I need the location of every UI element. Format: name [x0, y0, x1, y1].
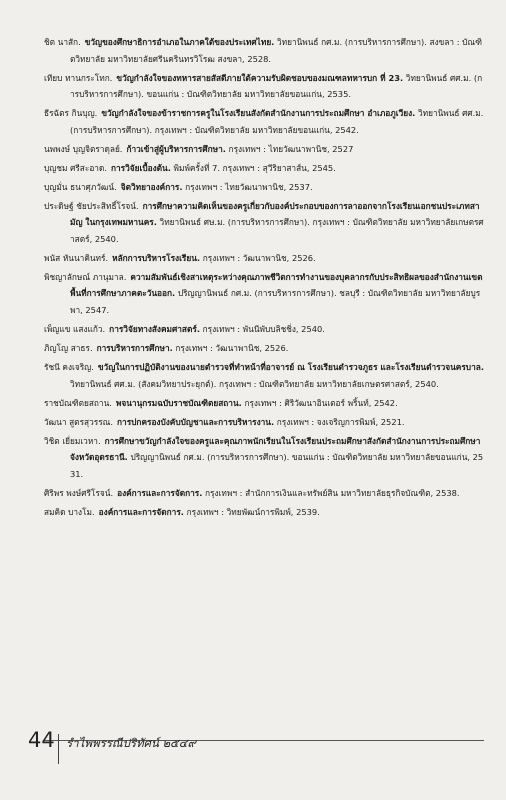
- reference-title: การปกครองบังคับบัญชาและการบริหารงาน.: [117, 416, 275, 427]
- reference-title: ก้าวเข้าสู่ผู้บริหารการศึกษา.: [126, 143, 226, 154]
- reference-entry: [44, 269, 484, 319]
- reference-entry: [44, 141, 484, 158]
- reference-title: องค์การและการจัดการ.: [117, 487, 203, 498]
- reference-title: ขวัญของศึกษาธิการอำเภอในภาคใต้ของประเทศไทย.: [84, 37, 275, 47]
- reference-entry: [44, 433, 484, 483]
- reference-entry: [44, 105, 484, 138]
- reference-title: ความสัมพันธ์เชิงสาเหตุระหว่างคุณภาพชีวิตการทำงานของบุคลากรกับประสิทธิผลของสำนักงานเขตพื้นที่การศึกษาภาคตะวันออก.: [70, 271, 483, 299]
- reference-entry: [44, 359, 484, 392]
- reference-details: วิทยานิพนธ์ ศศ.ม. (การบริหารการศึกษา). กรุงเทพฯ : บัณฑิตวิทยาลัย มหาวิทยาลัยขอนแก่น, 2542.: [70, 108, 484, 135]
- reference-details: วิทยานิพนธ์ ศษ.ม. (การบริหารการศึกษา). กรุงเทพฯ : บัณฑิตวิทยาลัย มหาวิทยาลัยเกษตรศาสตร์, 2540.: [70, 217, 484, 244]
- reference-author: เทียบ ทานกระโทก.: [44, 72, 113, 83]
- reference-author: ศิริพร พงษ์ศรีโรจน์.: [44, 487, 114, 498]
- journal-name: รำไพพรรณีปริทัศน์ ๒๕๔๙: [66, 736, 196, 750]
- reference-author: ภิญโญ สาธร.: [44, 343, 93, 353]
- reference-title: การศึกษาขวัญกำลังใจของครูและคุณภาพนักเรียนในโรงเรียนประถมศึกษาสังกัดสำนักงานการประถมศึกษาจังหวัดอุดรธานี.: [70, 435, 481, 463]
- reference-details: กรุงเทพฯ : จงเจริญการพิมพ์, 2521.: [276, 416, 405, 427]
- reference-entry: [44, 198, 484, 248]
- reference-title: องค์การและการจัดการ.: [98, 506, 184, 517]
- reference-details: กรุงเทพฯ : ไทยวัฒนาพานิช, 2527: [228, 143, 354, 154]
- reference-entry: [44, 160, 484, 177]
- reference-entry: [44, 179, 484, 196]
- reference-entry: [44, 485, 484, 502]
- page-number: 44: [28, 728, 55, 752]
- reference-title: การศึกษาความคิดเห็นของครูเกี่ยวกับองค์ประกอบของการลาออกจากโรงเรียนเอกชนประเภทสามัญ ในกรุงเทพมหานคร.: [70, 200, 480, 228]
- reference-title: ขวัญในการปฏิบัติงานของนายตำรวจที่ทำหน้าที่อาจารย์ ณ โรงเรียนตำรวจภูธร และโรงเรียนตำรวจนครบาล.: [97, 361, 484, 372]
- reference-author: ราชบัณฑิตยสถาน.: [44, 397, 112, 408]
- reference-author: รัชนี คงเจริญ.: [44, 361, 94, 372]
- reference-details: กรุงเทพฯ : ไทยวัฒนาพานิช, 2537.: [185, 181, 313, 192]
- reference-details: วิทยานิพนธ์ กศ.ม. (การบริหารการศึกษา). สงขลา : บัณฑิตวิทยาลัย มหาวิทยาลัยศรีนครินทรวิโรฒ สงขลา, 2528.: [70, 37, 483, 64]
- reference-author: วัฒนา สูตรสุวรรณ.: [44, 416, 114, 427]
- reference-title: การบริหารการศึกษา.: [96, 343, 173, 353]
- reference-entry: [44, 504, 484, 521]
- reference-details: กรุงเทพฯ : ศิริวัฒนาอินเตอร์ พริ้นท์, 2542.: [244, 397, 398, 408]
- reference-title: ขวัญกำลังใจของข้าราชการครูในโรงเรียนสังกัดสำนักงานการประถมศึกษา อำเภอภูเวียง.: [101, 108, 416, 119]
- reference-details: กรุงเทพฯ : วัฒนาพานิช, 2526.: [175, 343, 289, 353]
- reference-entry: [44, 250, 484, 267]
- footer-vertical-rule: [58, 734, 59, 764]
- reference-entry: [44, 70, 484, 103]
- reference-author: บุญมั่น ธนาศุภวัฒน์.: [44, 181, 117, 192]
- reference-author: วิชิต เยี่ยมเวหา.: [44, 435, 101, 446]
- reference-entry: [44, 414, 484, 431]
- reference-title: การวิจัยเบื้องต้น.: [110, 162, 171, 173]
- reference-details: กรุงเทพฯ : พันนีพับบลิชชิ่ง, 2540.: [202, 324, 325, 335]
- reference-author: บุญชม ศรีสะอาด.: [44, 162, 107, 173]
- reference-details: กรุงเทพฯ : วิทยพัฒน์การพิมพ์, 2539.: [186, 506, 320, 517]
- reference-author: พนัส หันนาคินทร์.: [44, 252, 109, 263]
- reference-author: พิชญาลักษณ์ ภานุมาล.: [44, 271, 127, 282]
- reference-details: พิมพ์ครั้งที่ 7. กรุงเทพฯ : สุวีริยาสาส์น, 2545.: [173, 162, 336, 173]
- reference-author: ชิต นาสัก.: [44, 37, 81, 47]
- reference-details: ปริญญานิพนธ์ กศ.ม. (การบริหารการศึกษา). ขอนแก่น : บัณฑิตวิทยาลัย มหาวิทยาลัยขอนแก่น, 2531.: [70, 452, 484, 479]
- reference-author: ธีรฉัตร กินบุญ.: [44, 108, 98, 119]
- reference-title: การวิจัยทางสังคมศาสตร์.: [109, 324, 200, 335]
- reference-title: ขวัญกำลังใจของทหารสายสัสดีภายใต้ความรับผิดชอบของมณฑลทหารบก ที่ 23.: [116, 72, 404, 83]
- reference-entry: [44, 321, 484, 338]
- reference-details: วิทยานิพนธ์ ศศ.ม. (สังคมวิทยาประยุกต์). กรุงเทพฯ : บัณฑิตวิทยาลัย มหาวิทยาลัยเกษตรศาสตร์, 2540.: [70, 378, 439, 389]
- reference-entry: [44, 34, 484, 67]
- reference-title: หลักการบริหารโรงเรียน.: [112, 252, 201, 263]
- reference-details: วิทยานิพนธ์ ศศ.ม. (การบริหารการศึกษา). ขอนแก่น : บัณฑิตวิทยาลัย มหาวิทยาลัยขอนแก่น, 2535.: [70, 72, 483, 100]
- reference-entry: [44, 340, 484, 357]
- reference-author: ประดิษฐ์ ชัยประสิทธิ์โรจน์.: [44, 200, 139, 211]
- reference-title: พจนานุกรมฉบับราชบัณฑิตยสถาน.: [115, 397, 242, 408]
- reference-list: [44, 34, 484, 523]
- reference-title: จิตวิทยาองค์การ.: [120, 181, 183, 192]
- reference-details: ปริญญานิพนธ์ กศ.ม. (การบริหารการศึกษา). ชลบุรี : บัณฑิตวิทยาลัย มหาวิทยาลัยบูรพา, 2547.: [70, 288, 481, 316]
- reference-author: นพพงษ์ บุญจิตราดุลย์.: [44, 143, 123, 154]
- reference-details: กรุงเทพฯ : วัฒนาพานิช, 2526.: [202, 252, 316, 263]
- reference-details: กรุงเทพฯ : สำนักการเงินและทรัพย์สิน มหาวิทยาลัยธุรกิจบัณฑิต, 2538.: [205, 487, 460, 498]
- reference-author: สมคิด บางโม.: [44, 506, 95, 517]
- reference-author: เพ็ญแข แสงแก้ว.: [44, 324, 106, 335]
- reference-entry: [44, 395, 484, 412]
